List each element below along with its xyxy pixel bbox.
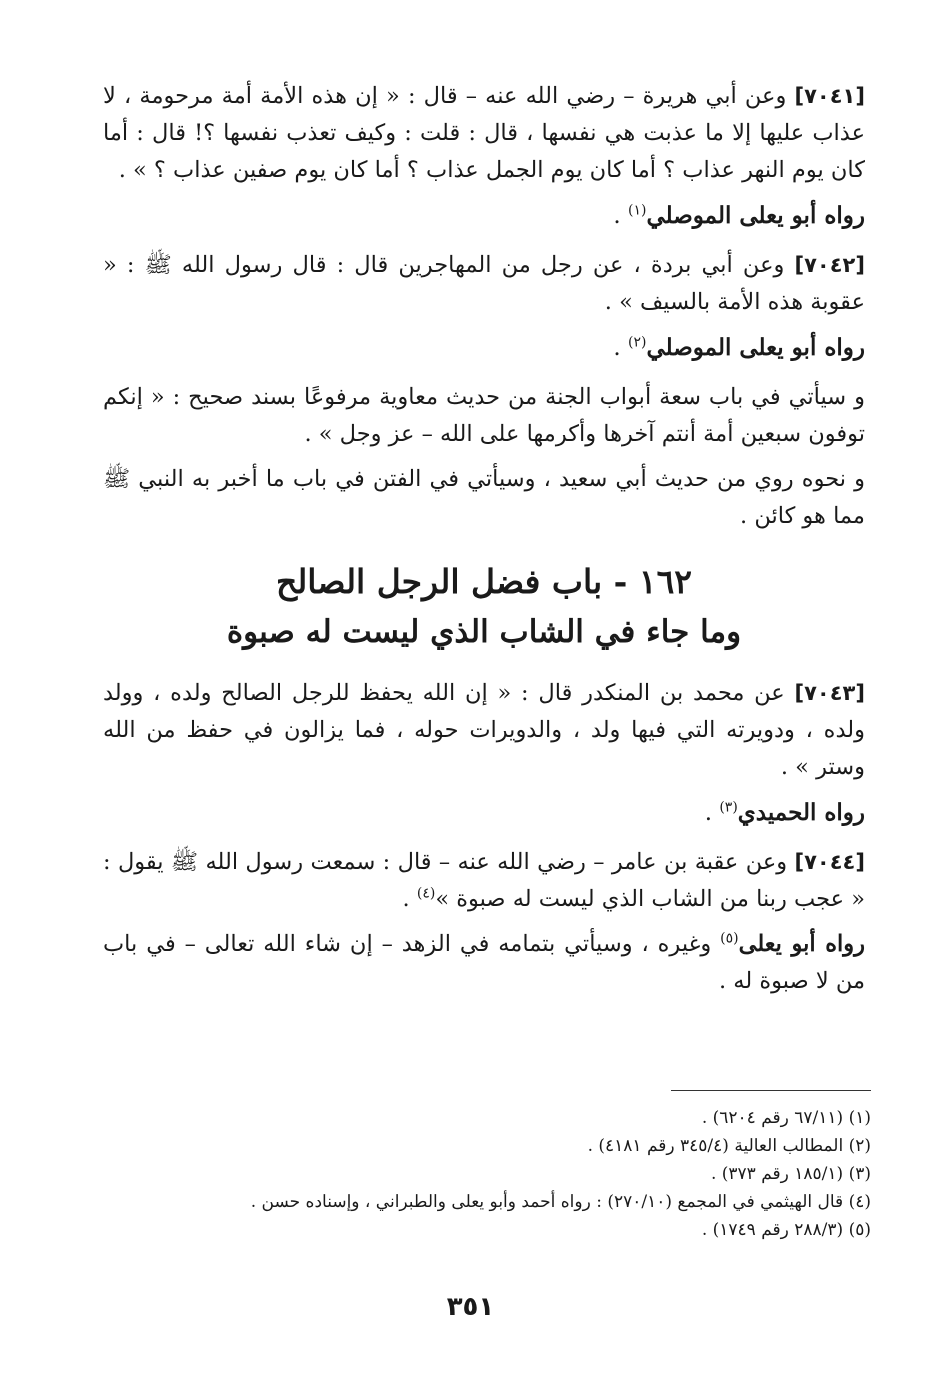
attribution-text: رواه الحميدي: [737, 799, 865, 826]
attribution-rest: وغيره ، وسيأتي بتمامه في الزهد – إن شاء الله تعالى – في باب من لا صبوة له .: [103, 931, 865, 994]
attribution-2: [103, 329, 865, 367]
footnote-ref[interactable]: (٢): [628, 334, 647, 351]
hadith-number: [٧٠٤١]: [794, 84, 865, 108]
attribution-3: [103, 794, 865, 832]
page-number: ٣٥١: [446, 1292, 495, 1322]
hadith-7043: [103, 675, 865, 786]
hadith-text: وعن عقبة بن عامر – رضي الله عنه – قال : سمعت رسول الله ﷺ يقول : « عجب ربنا من الشاب الذي ليست له صبوة »: [103, 849, 865, 912]
page-body: [103, 78, 865, 1008]
hadith-number: [٧٠٤٣]: [794, 681, 865, 705]
hadith-text: وعن أبي هريرة – رضي الله عنه – قال : « إن هذه الأمة أمة مرحومة ، لا عذاب عليها إلا ما عذبت هي نفسها ، قال : قلت : وكيف تعذب نفسها ؟! قال : أما كان يوم النهر عذاب ؟ أما كان يوم الجمل عذاب ؟ أما كان يوم صفين عذاب ؟ » .: [103, 83, 865, 183]
footnote-ref[interactable]: (٣): [719, 799, 738, 816]
chapter-subtitle: وما جاء في الشاب الذي ليست له صبوة: [226, 614, 742, 650]
hadith-text: وعن أبي بردة ، عن رجل من المهاجرين قال : قال رسول الله ﷺ : « عقوبة هذه الأمة بالسيف » .: [103, 252, 865, 315]
attribution-text: رواه أبو يعلى الموصلي: [646, 334, 865, 361]
attribution-1: [103, 197, 865, 235]
attribution-5: [103, 926, 865, 1000]
footnote-ref[interactable]: (١): [628, 202, 647, 219]
footnote-item: (٣) (١٨٥/١ رقم ٣٧٣) .: [710, 1164, 871, 1184]
attribution-end: .: [704, 800, 720, 826]
footnote-ref[interactable]: (٤): [416, 885, 436, 902]
chapter-heading: [103, 557, 865, 657]
attribution-end: .: [613, 335, 628, 361]
hadith-7042: [103, 247, 865, 321]
attribution-end: .: [613, 203, 628, 229]
attribution-text: رواه أبو يعلى الموصلي: [646, 202, 865, 229]
chapter-title: ١٦٢ - باب فضل الرجل الصالح: [275, 562, 693, 601]
footnote-item: (١) (٦٧/١١ رقم ٦٢٠٤) .: [701, 1108, 871, 1128]
footnote-item: (٤) قال الهيثمي في المجمع (٢٧٠/١٠) : رواه أحمد وأبو يعلى والطبراني ، وإسناده حسن .: [250, 1192, 871, 1212]
footnote-item: (٢) المطالب العالية (٣٤٥/٤ رقم ٤١٨١) .: [587, 1136, 871, 1156]
hadith-7041: [103, 78, 865, 189]
footnotes: [91, 1104, 871, 1244]
hadith-number: [٧٠٤٤]: [794, 850, 865, 874]
footnote-ref[interactable]: (٥): [720, 930, 739, 947]
footnote-item: (٥) (٢٨٨/٣ رقم ١٧٤٩) .: [701, 1220, 871, 1240]
hadith-number: [٧٠٤٢]: [794, 253, 865, 277]
hadith-end: .: [402, 886, 417, 912]
note-paragraph-a: و سيأتي في باب سعة أبواب الجنة من حديث معاوية مرفوعًا بسند صحيح : « إنكم توفون سبعين أمة أنتم آخرها وأكرمها على الله – عز وجل » .: [103, 384, 865, 447]
attribution-text: رواه أبو يعلى: [738, 931, 865, 957]
hadith-7044: [103, 844, 865, 918]
footnote-divider: [671, 1090, 871, 1091]
note-paragraph-b: و نحوه روي من حديث أبي سعيد ، وسيأتي في الفتن في باب ما أخبر به النبي ﷺ مما هو كائن .: [103, 466, 865, 529]
hadith-text: عن محمد بن المنكدر قال : « إن الله يحفظ للرجل الصالح ولده ، وولد ولده ، ودويرته التي فيها ولد ، والدويرات حوله ، فما يزالون في حفظ من الله وستر » .: [103, 680, 865, 780]
